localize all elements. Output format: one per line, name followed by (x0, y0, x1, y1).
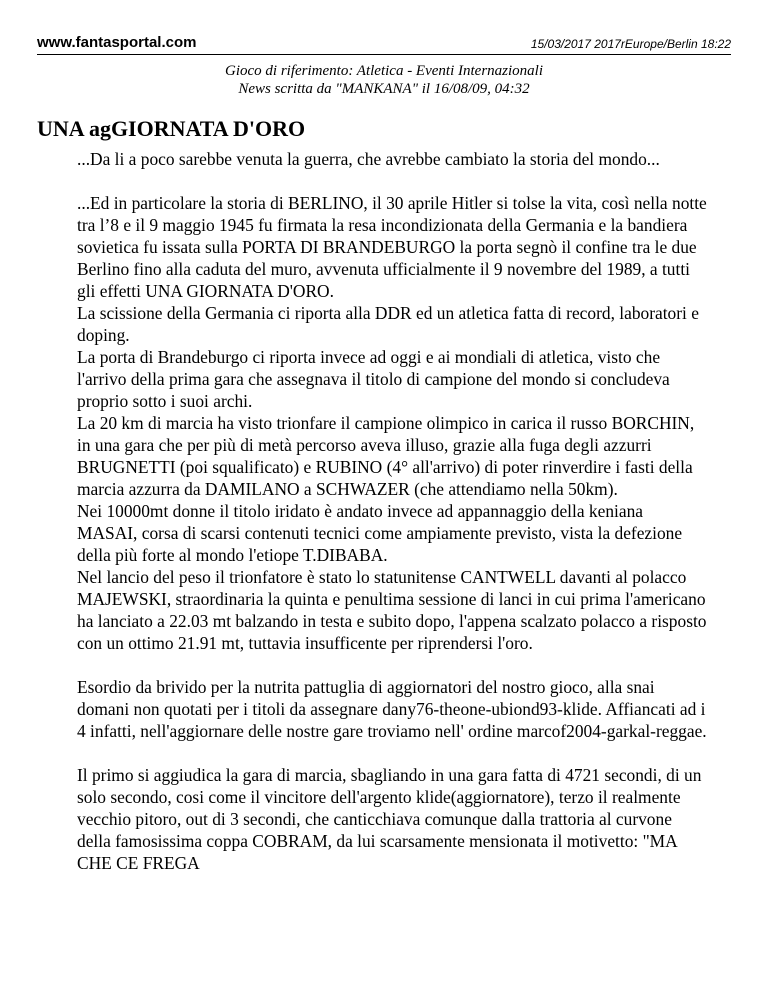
paragraph: Nel lancio del peso il trionfatore è stato lo statunitense CANTWELL davanti al polacco MAJEWSKI, straordinaria la quinta e penultima sessione di lanci in cui prima l'americano ha lanciato a 22.03 mt balzando in testa e subito dopo, l'appena scalzato polacco a risposto con un ottimo 21.91 mt, tuttavia insufficente per riprendersi l'oro. (77, 567, 707, 653)
paragraph: La 20 km di marcia ha visto trionfare il campione olimpico in carica il russo BORCHIN, in una gara che per più di metà percorso aveva illuso, grazie alla fuga degli azzurri BRUGNETTI (poi squalificato) e RUBINO (4° all'arrivo) di poter rinverdire i fasti della marcia azzurra da DAMILANO a SCHWAZER (che attendiamo nella 50km). (77, 413, 695, 499)
print-timestamp: 15/03/2017 2017rEurope/Berlin 18:22 (530, 37, 731, 51)
article-title: UNA agGIORNATA D'ORO (37, 116, 306, 141)
site-url: www.fantasportal.com (37, 34, 197, 51)
article-meta (0, 62, 768, 98)
article-body (77, 148, 707, 874)
paragraph: La scissione della Germania ci riporta alla DDR ed un atletica fatta di record, laboratori e doping. (77, 303, 699, 345)
news-author-date: News scritta da "MANKANA" il 16/08/09, 04:32 (238, 81, 530, 97)
paragraph: Esordio da brivido per la nutrita pattuglia di aggiornatori del nostro gioco, alla snai domani non quotati per i titoli da assegnare dany76-theone-ubiond93-klide. Affiancati ad i 4 infatti, nell'aggiornare delle nostre gare troviamo nell' ordine marcof2004-garkal-reggae. (77, 677, 707, 741)
paragraph: ...Da li a poco sarebbe venuta la guerra, che avrebbe cambiato la storia del mondo... (77, 149, 660, 169)
paragraph: ...Ed in particolare la storia di BERLINO, il 30 aprile Hitler si tolse la vita, così nella notte tra l’8 e il 9 maggio 1945 fu firmata la resa incondizionata della Germania e la bandiera sovietica fu issata sulla PORTA DI BRANDEBURGO la porta segnò il confine tra le due Berlino fino alla caduta del muro, avvenuta ufficialmente il 9 novembre del 1989, a tutti gli effetti UNA GIORNATA D'ORO. (77, 193, 707, 301)
paragraph: La porta di Brandeburgo ci riporta invece ad oggi e ai mondiali di atletica, visto che l'arrivo della prima gara che assegnava il titolo di campione del mondo si concludeva proprio sotto i suoi archi. (77, 347, 670, 411)
paragraph: Il primo si aggiudica la gara di marcia, sbagliando in una gara fatta di 4721 secondi, di un solo secondo, cosi come il vincitore dell'argento klide(aggiornatore), terzo il realmente vecchio pitoro, out di 3 secondi, che canticchiava comunque dalla trattoria al curvone della famosissima coppa COBRAM, da lui scarsamente mensionata il motivetto: "MA CHE CE FREGA (77, 765, 702, 873)
page-header (37, 34, 731, 55)
game-reference: Gioco di riferimento: Atletica - Eventi Internazionali (225, 63, 543, 79)
paragraph: Nei 10000mt donne il titolo iridato è andato invece ad appannaggio della keniana MASAI, corsa di scarsi contenuti tecnici come ampiamente previsto, vista la defezione della più forte al mondo l'etiope T.DIBABA. (77, 501, 683, 565)
